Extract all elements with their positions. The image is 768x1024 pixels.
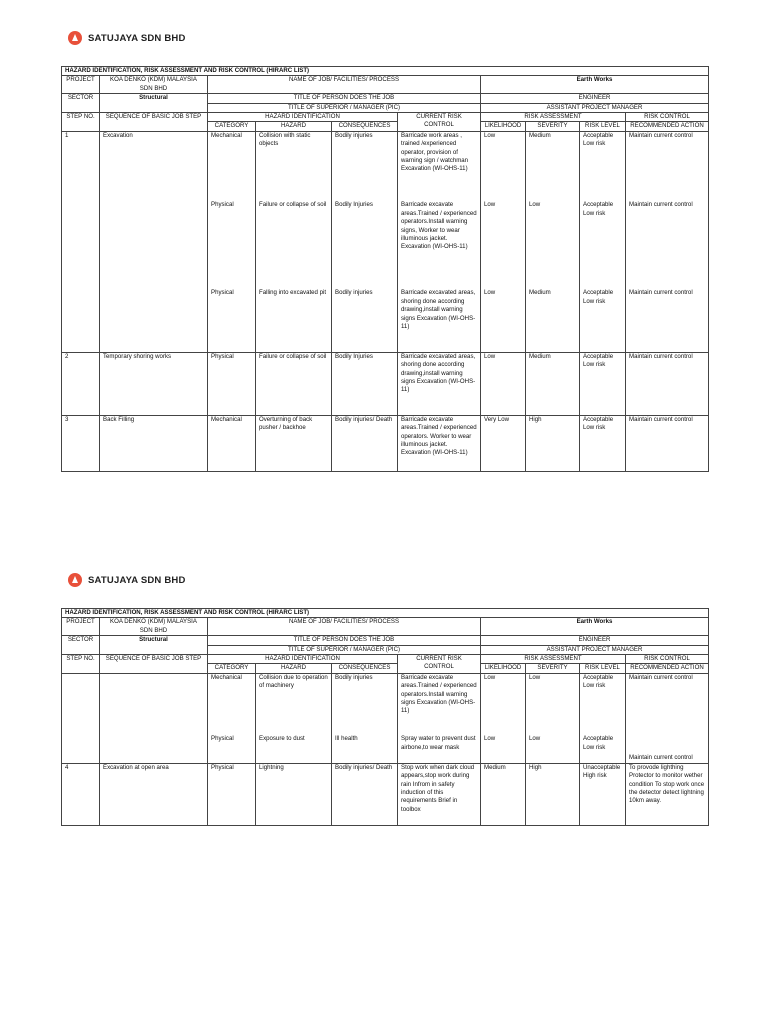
likelihood-cell: Low	[481, 289, 526, 352]
risk-assessment-header: RISK ASSESSMENT	[481, 655, 626, 664]
likelihood-cell: Low	[481, 352, 526, 415]
job-label: NAME OF JOB/ FACILITIES/ PROCESS	[208, 76, 481, 94]
category-cell: Mechanical	[208, 673, 256, 735]
risk-level-cell: Acceptable Low risk	[580, 673, 626, 735]
control-cell: Barricade excavated areas, shoring done according drawing,install warning signs Excavation (WI-OHS-11)	[398, 289, 481, 352]
likelihood-cell: Low	[481, 735, 526, 763]
company-name: SATUJAYA SDN BHD	[88, 574, 186, 586]
superior-label: TITLE OF SUPERIOR / MANAGER (PIC)	[208, 645, 481, 654]
action-cell: Maintain current control	[626, 289, 709, 352]
severity-cell: Low	[526, 201, 580, 289]
risk-level-cell: Acceptable Low risk	[580, 735, 626, 763]
control-cell: Spray water to prevent dust airbone,to wear mask	[398, 735, 481, 763]
table-row	[62, 735, 709, 763]
risk-level-header: RISK LEVEL	[580, 664, 626, 673]
severity-cell: Low	[526, 673, 580, 735]
step-cell	[62, 735, 100, 763]
risk-level-cell: Acceptable Low risk	[580, 289, 626, 352]
sequence-cell: Temporary shoring works	[100, 352, 208, 415]
likelihood-header: LIKELIHOOD	[481, 664, 526, 673]
severity-cell: Low	[526, 735, 580, 763]
severity-header: SEVERITY	[526, 122, 580, 131]
superior-value: ASSISTANT PROJECT MANAGER	[481, 103, 709, 112]
likelihood-header: LIKELIHOOD	[481, 122, 526, 131]
satujaya-logo-icon	[68, 31, 82, 45]
action-cell: Maintain current control	[626, 352, 709, 415]
step-cell	[62, 201, 100, 289]
hirarc-table	[61, 608, 709, 826]
consequences-header: CONSEQUENCES	[332, 664, 398, 673]
table-row	[62, 289, 709, 352]
table-row	[62, 131, 709, 201]
category-cell: Physical	[208, 289, 256, 352]
satujaya-logo-icon	[68, 573, 82, 587]
category-cell: Physical	[208, 763, 256, 825]
likelihood-cell: Low	[481, 673, 526, 735]
current-control-header: CURRENT RISK CONTROL	[398, 113, 481, 132]
project-label: PROJECT	[62, 76, 100, 94]
control-cell: Barricade excavate areas.Trained / experienced operators.Install warning signs, Worker to wear illuminous jacket. Excavation (WI-OHS-11)	[398, 201, 481, 289]
hazard-cell: Overturning of back pusher / backhoe	[256, 415, 332, 471]
project-label: PROJECT	[62, 618, 100, 636]
consequences-cell: Bodily injuries/ Death	[332, 763, 398, 825]
action-cell: Maintain current control	[626, 131, 709, 201]
control-cell: Barricade work areas , trained /experienced operator, provision of warning sign / watchman Excavation (WI-OHS-11)	[398, 131, 481, 201]
person-label: TITLE OF PERSON DOES THE JOB	[208, 636, 481, 645]
form-title: HAZARD IDENTIFICATION, RISK ASSESSMENT AND RISK CONTROL (HIRARC LIST)	[62, 609, 709, 618]
recommended-header: RECOMMENDED ACTION	[626, 664, 709, 673]
action-cell: To provode lighthing Protector to monitor wether condition To stop work once the detector detect lightning 10km away.	[626, 763, 709, 825]
severity-cell: High	[526, 415, 580, 471]
action-cell: Maintain current control	[626, 735, 709, 763]
risk-control-header: RISK CONTROL	[626, 655, 709, 664]
sector-label: SECTOR	[62, 94, 100, 113]
category-cell: Mechanical	[208, 131, 256, 201]
severity-cell: Medium	[526, 131, 580, 201]
category-cell: Mechanical	[208, 415, 256, 471]
sequence-header: SEQUENCE OF BASIC JOB STEP	[100, 655, 208, 674]
sector-row	[62, 636, 709, 645]
superior-label: TITLE OF SUPERIOR / MANAGER (PIC)	[208, 103, 481, 112]
job-value: Earth Works	[481, 618, 709, 636]
hazard-cell: Falling into excavated pit	[256, 289, 332, 352]
sector-value: Structural	[100, 636, 208, 655]
severity-cell: High	[526, 763, 580, 825]
step-cell: 3	[62, 415, 100, 471]
hazard-id-header: HAZARD IDENTIFICATION	[208, 113, 398, 122]
table-row	[62, 352, 709, 415]
hazard-cell: Failure or collapse of soil	[256, 352, 332, 415]
sequence-cell: Back Filling	[100, 415, 208, 471]
step-cell: 1	[62, 131, 100, 201]
header-row-1	[62, 113, 709, 122]
consequences-cell: Bodily Injuries	[332, 352, 398, 415]
table-row	[62, 415, 709, 471]
project-value: KOA DENKO (KDM) MALAYSIA SDN BHD	[100, 618, 208, 636]
consequences-cell: Bodily injuries	[332, 131, 398, 201]
company-name: SATUJAYA SDN BHD	[88, 32, 186, 44]
likelihood-cell: Medium	[481, 763, 526, 825]
severity-cell: Medium	[526, 352, 580, 415]
action-cell: Maintain current control	[626, 415, 709, 471]
control-cell: Barricade excavated areas, shoring done according drawing,install warning signs Excavation (WI-OHS-11)	[398, 352, 481, 415]
sequence-cell	[100, 201, 208, 289]
project-row	[62, 76, 709, 94]
category-cell: Physical	[208, 735, 256, 763]
category-cell: Physical	[208, 201, 256, 289]
sector-value: Structural	[100, 94, 208, 113]
hazard-cell: Lightning	[256, 763, 332, 825]
step-cell: 4	[62, 763, 100, 825]
sector-label: SECTOR	[62, 636, 100, 655]
step-cell	[62, 673, 100, 735]
recommended-header: RECOMMENDED ACTION	[626, 122, 709, 131]
step-cell: 2	[62, 352, 100, 415]
control-cell: Barricade excavate areas.Trained / experienced operators.Install warning signs Excavation (WI-OHS-11)	[398, 673, 481, 735]
sector-row	[62, 94, 709, 103]
title-row	[62, 67, 709, 76]
category-cell: Physical	[208, 352, 256, 415]
hazard-header: HAZARD	[256, 122, 332, 131]
action-cell: Maintain current control	[626, 673, 709, 735]
table-row	[62, 763, 709, 825]
hazard-cell: Exposure to dust	[256, 735, 332, 763]
consequences-header: CONSEQUENCES	[332, 122, 398, 131]
person-value: ENGINEER	[481, 636, 709, 645]
consequences-cell: Bodily Injuries	[332, 201, 398, 289]
consequences-cell: Bodily injuries	[332, 673, 398, 735]
person-value: ENGINEER	[481, 94, 709, 103]
step-cell	[62, 289, 100, 352]
job-value: Earth Works	[481, 76, 709, 94]
severity-header: SEVERITY	[526, 664, 580, 673]
step-header: STEP NO.	[62, 113, 100, 132]
title-row	[62, 609, 709, 618]
sequence-cell	[100, 289, 208, 352]
sequence-cell	[100, 673, 208, 735]
risk-level-cell: Acceptable Low risk	[580, 201, 626, 289]
superior-value: ASSISTANT PROJECT MANAGER	[481, 645, 709, 654]
sequence-cell: Excavation at open area	[100, 763, 208, 825]
action-cell: Maintain current control	[626, 201, 709, 289]
likelihood-cell: Low	[481, 201, 526, 289]
step-header: STEP NO.	[62, 655, 100, 674]
severity-cell: Medium	[526, 289, 580, 352]
consequences-cell: Bodily injuries	[332, 289, 398, 352]
risk-level-header: RISK LEVEL	[580, 122, 626, 131]
consequences-cell: Ill health	[332, 735, 398, 763]
hazard-id-header: HAZARD IDENTIFICATION	[208, 655, 398, 664]
consequences-cell: Bodily injuries/ Death	[332, 415, 398, 471]
hazard-cell: Collision with static objects	[256, 131, 332, 201]
category-header: CATEGORY	[208, 664, 256, 673]
hirarc-table	[61, 66, 709, 472]
hazard-header: HAZARD	[256, 664, 332, 673]
sequence-header: SEQUENCE OF BASIC JOB STEP	[100, 113, 208, 132]
control-cell: Barricade excavate areas.Trained / experienced operators. Worker to wear illuminous jacket. Excavation (WI-OHS-11)	[398, 415, 481, 471]
hazard-cell: Failure or collapse of soil	[256, 201, 332, 289]
header-row-1	[62, 655, 709, 664]
job-label: NAME OF JOB/ FACILITIES/ PROCESS	[208, 618, 481, 636]
category-header: CATEGORY	[208, 122, 256, 131]
risk-control-header: RISK CONTROL	[626, 113, 709, 122]
form-title: HAZARD IDENTIFICATION, RISK ASSESSMENT AND RISK CONTROL (HIRARC LIST)	[62, 67, 709, 76]
likelihood-cell: Very Low	[481, 415, 526, 471]
project-row	[62, 618, 709, 636]
risk-level-cell: Unacceptable High risk	[580, 763, 626, 825]
project-value: KOA DENKO (KDM) MALAYSIA SDN BHD	[100, 76, 208, 94]
current-control-header: CURRENT RISK CONTROL	[398, 655, 481, 674]
person-label: TITLE OF PERSON DOES THE JOB	[208, 94, 481, 103]
table-row	[62, 201, 709, 289]
hazard-cell: Collision due to operation of machinery	[256, 673, 332, 735]
control-cell: Stop work when dark cloud appears,stop work during rain Infrom in safety induction of this requirements Brief in toolbox	[398, 763, 481, 825]
company-logo	[68, 570, 186, 590]
company-logo	[68, 28, 186, 48]
risk-level-cell: Acceptable Low risk	[580, 131, 626, 201]
risk-level-cell: Acceptable Low risk	[580, 415, 626, 471]
table-row	[62, 673, 709, 735]
sequence-cell	[100, 735, 208, 763]
risk-level-cell: Acceptable Low risk	[580, 352, 626, 415]
risk-assessment-header: RISK ASSESSMENT	[481, 113, 626, 122]
likelihood-cell: Low	[481, 131, 526, 201]
sequence-cell: Excavation	[100, 131, 208, 201]
